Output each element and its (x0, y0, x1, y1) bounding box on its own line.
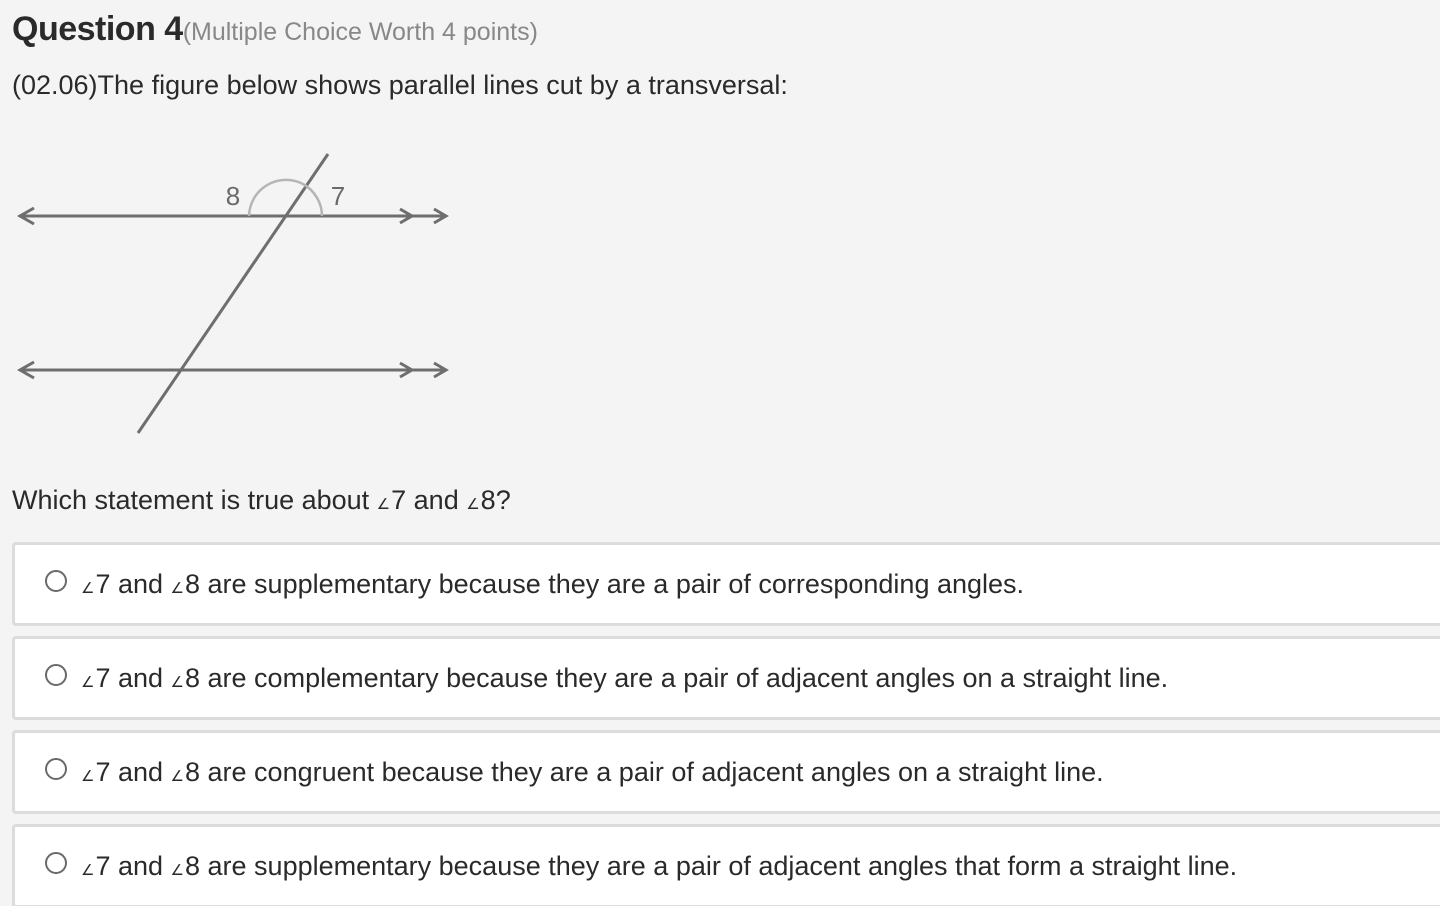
option-and: and (110, 757, 171, 787)
question-title: Question 4 (12, 10, 183, 48)
angle-symbol: ∠ (376, 496, 391, 513)
angle-symbol: ∠ (170, 768, 184, 785)
option-angle-8: 8 (185, 757, 201, 787)
transversal-figure (0, 140, 470, 445)
question-meta: (Multiple Choice Worth 4 points) (182, 18, 538, 46)
option-statement: are supplementary because they are a pair of adjacent angles that form a straight line. (200, 851, 1238, 881)
question-prompt: (02.06)The figure below shows parallel lines cut by a transversal: (12, 70, 788, 100)
angle-symbol: ∠ (170, 580, 184, 597)
parallel-lines-diagram (0, 140, 470, 445)
option-statement: are congruent because they are a pair of adjacent angles on a straight line. (200, 757, 1104, 787)
option-angle-8: 8 (185, 851, 201, 881)
ask-suffix: ? (495, 485, 511, 515)
answer-options (12, 542, 1440, 906)
angle-7-label: 7 (330, 181, 346, 211)
ask-middle: and (406, 485, 467, 515)
answer-option-text (81, 757, 1104, 788)
question-header (12, 10, 538, 49)
angle-symbol: ∠ (466, 496, 480, 513)
angle-symbol: ∠ (81, 674, 95, 691)
option-and: and (110, 569, 171, 599)
answer-option-a[interactable] (12, 542, 1440, 626)
ask-angle-7: 7 (391, 485, 407, 515)
angle-symbol: ∠ (170, 674, 184, 691)
radio-button[interactable] (45, 758, 67, 780)
angle-symbol: ∠ (170, 862, 184, 879)
angle-8-label: 8 (225, 181, 241, 211)
option-statement: are supplementary because they are a pair of corresponding angles. (200, 569, 1025, 599)
radio-button[interactable] (45, 852, 67, 874)
answer-option-text (81, 569, 1024, 600)
angle-symbol: ∠ (81, 580, 95, 597)
ask-prefix: Which statement is true about (12, 485, 377, 515)
answer-option-text (81, 663, 1168, 694)
answer-option-b[interactable] (12, 636, 1440, 720)
option-statement: are complementary because they are a pair of adjacent angles on a straight line. (200, 663, 1169, 693)
option-angle-7: 7 (95, 569, 111, 599)
option-angle-7: 7 (95, 663, 111, 693)
angle-symbol: ∠ (81, 768, 95, 785)
question-ask (12, 485, 511, 516)
angle-8-arc (249, 180, 303, 216)
option-angle-7: 7 (95, 757, 111, 787)
option-and: and (110, 663, 171, 693)
option-and: and (110, 851, 171, 881)
angle-symbol: ∠ (81, 862, 95, 879)
option-angle-8: 8 (185, 569, 201, 599)
answer-option-c[interactable] (12, 730, 1440, 814)
option-angle-7: 7 (95, 851, 111, 881)
ask-angle-8: 8 (480, 485, 496, 515)
radio-button[interactable] (45, 570, 67, 592)
answer-option-d[interactable] (12, 824, 1440, 906)
option-angle-8: 8 (185, 663, 201, 693)
radio-button[interactable] (45, 664, 67, 686)
answer-option-text (81, 851, 1237, 882)
